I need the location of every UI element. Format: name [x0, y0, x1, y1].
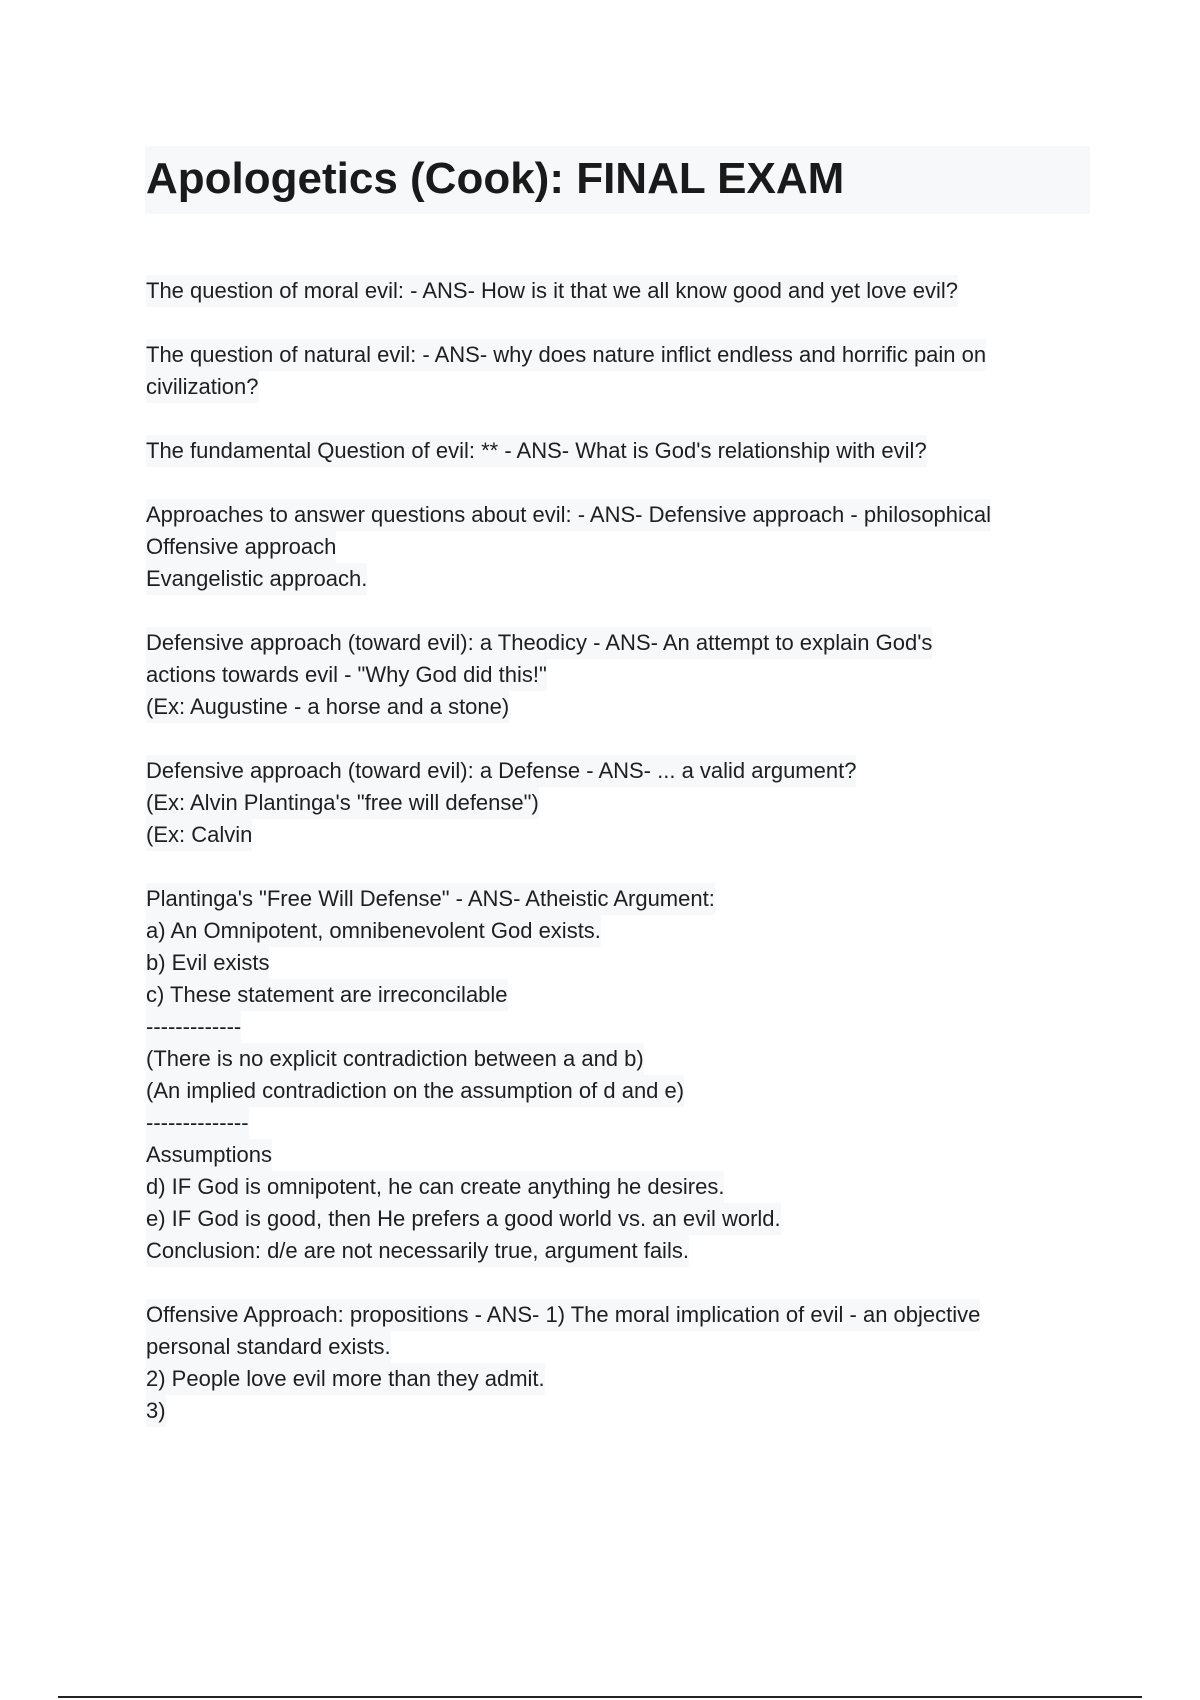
qa-entry: [146, 499, 1096, 595]
entry-line: --------------: [146, 1107, 249, 1139]
entry-line: (Ex: Augustine - a horse and a stone): [146, 691, 509, 723]
entry-line: (An implied contradiction on the assumption of d and e): [146, 1075, 684, 1107]
entry-line: e) IF God is good, then He prefers a good world vs. an evil world.: [146, 1203, 781, 1235]
entry-line: Assumptions: [146, 1139, 272, 1171]
page-title: Apologetics (Cook): FINAL EXAM: [146, 154, 845, 203]
entry-line: d) IF God is omnipotent, he can create anything he desires.: [146, 1171, 724, 1203]
entry-line: (Ex: Alvin Plantinga's "free will defense"): [146, 787, 539, 819]
entry-line: The fundamental Question of evil: ** - ANS- What is God's relationship with evil?: [146, 435, 927, 467]
entry-line: actions towards evil - "Why God did this!": [146, 659, 547, 691]
exam-content: [146, 275, 1096, 1459]
entry-line: Defensive approach (toward evil): a Theodicy - ANS- An attempt to explain God's: [146, 627, 932, 659]
qa-entry: [146, 339, 1096, 403]
entry-line: Offensive approach: [146, 531, 336, 563]
entry-line: Conclusion: d/e are not necessarily true, argument fails.: [146, 1235, 689, 1267]
entry-line: Offensive Approach: propositions - ANS- 1) The moral implication of evil - an objective: [146, 1299, 980, 1331]
entry-line: The question of moral evil: - ANS- How is it that we all know good and yet love evil?: [146, 275, 958, 307]
qa-entry: [146, 1299, 1096, 1427]
qa-entry: [146, 627, 1096, 723]
entry-line: (There is no explicit contradiction between a and b): [146, 1043, 644, 1075]
entry-line: Plantinga's "Free Will Defense" - ANS- Atheistic Argument:: [146, 883, 715, 915]
qa-entry: [146, 883, 1096, 1267]
entry-line: Evangelistic approach.: [146, 563, 367, 595]
qa-entry: [146, 755, 1096, 851]
entry-line: Approaches to answer questions about evil: - ANS- Defensive approach - philosophical: [146, 499, 991, 531]
entry-line: a) An Omnipotent, omnibenevolent God exists.: [146, 915, 601, 947]
entry-line: The question of natural evil: - ANS- why does nature inflict endless and horrific pain on: [146, 339, 986, 371]
entry-line: -------------: [146, 1011, 241, 1043]
qa-entry: [146, 435, 1096, 467]
entry-line: civilization?: [146, 371, 259, 403]
entry-line: 2) People love evil more than they admit.: [146, 1363, 545, 1395]
entry-line: (Ex: Calvin: [146, 819, 252, 851]
entry-line: personal standard exists.: [146, 1331, 391, 1363]
footer-divider: [58, 1696, 1142, 1698]
entry-line: 3): [146, 1395, 166, 1427]
entry-line: b) Evil exists: [146, 947, 269, 979]
qa-entry: [146, 275, 1096, 307]
entry-line: c) These statement are irreconcilable: [146, 979, 508, 1011]
entry-line: Defensive approach (toward evil): a Defense - ANS- ... a valid argument?: [146, 755, 856, 787]
